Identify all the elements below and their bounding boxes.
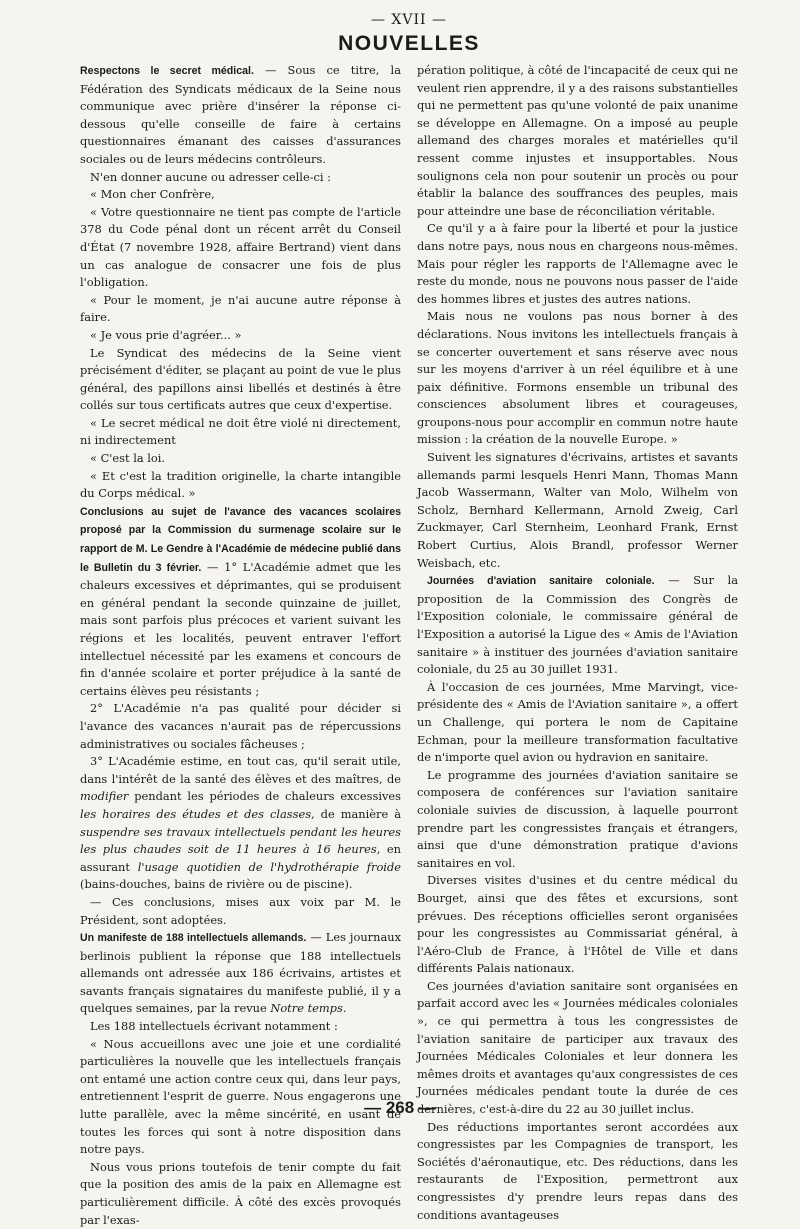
paragraph-text: — 1° L'Académie admet que les chaleurs excessives et déprimantes, qui se produisent en général pendant la seconde quinzaine de juillet, mais sont parfois plus précoces et varient suivant les régions et les localités, peuvent entraver l'effort intellectuel nécessité par les examens et concours de fin d'année scolaire et porter préjudice à la santé de certains élèves peu résistants ;: [80, 559, 401, 698]
paragraph: Le Syndicat des médecins de la Seine vient précisément d'éditer, se plaçant au point de vue le plus général, des papillons ainsi libellés et destinés à être collés sur tous certificats autres que ceux d'expertise.: [80, 345, 401, 413]
text-run: , en assurant: [80, 842, 401, 874]
paragraph: N'en donner aucune ou adresser celle-ci :: [90, 169, 332, 184]
paragraph: 2° L'Académie n'a pas qualité pour décider si l'avance des vacances n'aurait pas de répercussions administratives ou sociales fâcheuses ;: [80, 701, 401, 751]
paragraph: À l'occasion de ces journées, Mme Marvingt, vice-présidente des « Amis de l'Aviation sanitaire », a offert un Challenge, qui portera le nom de Capitaine Echman, pour la meilleure transformation facultative de n'importe quel avion ou hydravion en sanitaire.: [417, 679, 738, 765]
paragraph: « Je vous prie d'agréer... »: [90, 327, 242, 342]
text-run: pendant les périodes de chaleurs excessives: [128, 789, 401, 804]
right-column: [417, 62, 738, 1222]
page-title: NOUVELLES: [338, 32, 480, 55]
paragraph: — Ces conclusions, mises aux voix par M. le Président, sont adoptées.: [80, 894, 401, 927]
paragraph: [80, 753, 401, 894]
page-number: — 268 —: [364, 1098, 436, 1117]
paragraph: « Nous accueillons avec une joie et une cordialité particulières la nouvelle que les intellectuels français ont entamé une action contre ceux qui, dans leur pays, entretiennent l'esprit de guerre. Nous engagerons une lutte parallèle, avec la même sincérité, en usant de toutes les forces qui sont à notre disposition dans notre pays.: [80, 1036, 401, 1157]
italic-run: l'usage quotidien de l'hydrothérapie froide: [137, 859, 401, 874]
paragraph: Mais nous ne voulons pas nous borner à des déclarations. Nous invitons les intellectuels français à se concerter ouvertement et sans réserve avec nous sur les moyens d'arriver à un réel équilibre et à une paix définitive. Formons ensemble un tribunal des consciences absolument libres et courageuses, groupons-nous pour accomplir en commun notre haute mission : la création de la nouvelle Europe. »: [417, 309, 738, 447]
paragraph: pération politique, à côté de l'incapacité de ceux qui ne veulent rien apprendre, il y a des raisons substantielles qui ne permettent pas qu'une volonté de paix unanime se développe en Allemagne. On a imposé au peuple allemand des charges morales et matérielles qu'il ressent comme injustes et insupportables. Nous soulignons cela non pour soutenir un procès ou pour établir la balance des souffrances des peuples, mais pour atteindre une base de réconciliation véritable.: [417, 63, 738, 218]
article-heading: Conclusions au sujet de l'avance des vacances scolaires proposé par la Commission du surmenage scolaire sur le rapport de M. Le Gendre à l'Académie de médecine publié dans le Bulletin du 3 février.: [80, 505, 401, 574]
paragraph: Les 188 intellectuels écrivant notamment :: [90, 1019, 338, 1034]
section-folio: — XVII —: [370, 12, 448, 28]
text-run: , de manière à: [311, 806, 401, 821]
paragraph: « Pour le moment, je n'ai aucune autre réponse à faire.: [80, 292, 401, 325]
article-secret-medical: [80, 62, 401, 169]
article-heading: Journées d'aviation sanitaire coloniale.: [427, 575, 655, 588]
article-heading: Respectons le secret médical.: [80, 65, 254, 77]
paragraph: Diverses visites d'usines et du centre médical du Bourget, ainsi que des fêtes et excursions, sont prévues. Des réceptions officielles seront organisées pour les congressistes au Commissariat général, à l'Aéro-Club de France, à l'Hôtel de Ville et dans différents Palais nationaux.: [417, 873, 738, 976]
paragraph: « Le secret médical ne doit être violé ni directement, ni indirectement: [80, 415, 401, 448]
italic-run: les horaires des études et des classes: [80, 806, 312, 821]
paragraph: Ce qu'il y a à faire pour la liberté et pour la justice dans notre pays, nous nous en chargeons nous-mêmes. Mais pour régler les rapports de l'Allemagne avec le reste du monde, nous ne pouvons nous passer de l'aide des hommes libres et justes des autres nations.: [417, 221, 738, 306]
text-run: — Les journaux berlinois publient la réponse que 188 intellectuels allemands ont adressée aux 186 écrivains, artistes et savants français signataires du manifeste publié, il y a quelques semaines, par la revue: [80, 930, 401, 1016]
paragraph: Le programme des journées d'aviation sanitaire se composera de conférences sur l'aviation sanitaire coloniale suivies de discussion, à laquelle pourront prendre part les congressistes français et étrangers, ainsi que d'une démonstration pratique d'avions sanitaires en vol.: [417, 767, 738, 870]
italic-run: modifier: [80, 789, 129, 804]
text-run: 3° L'Académie estime, en tout cas, qu'il serait utile, dans l'intérêt de la santé des élèves et des maîtres, de: [80, 754, 401, 786]
paragraph: Des réductions importantes seront accordées aux congressistes par les Compagnies de transport, les Sociétés d'aéronautique, etc. Des réductions, dans les restaurants de l'Exposition, permettront aux congressistes d'y prendre leurs repas dans des conditions avantageuses: [417, 1119, 738, 1222]
article-vacances-scolaires: [80, 503, 401, 701]
paragraph-text: — Sur la proposition de la Commission des Congrès de l'Exposition coloniale, le commissaire général de l'Exposition a autorisé la Ligue des « Amis de l'Aviation sanitaire » à instituer des journées d'aviation sanitaire coloniale, du 25 au 30 juillet 1931.: [417, 573, 738, 677]
paragraph: Suivent les signatures d'écrivains, artistes et savants allemands parmi lesquels Henri Mann, Thomas Mann Jacob Wassermann, Walter van Molo, Wilhelm von Scholz, Bernhard Kellermann, Arnold Zweig, Carl Zuckmayer, Carl Sternheim, Leonhard Frank, Ernst Robert Curtius, Alois Brandl, professor Werner Weisbach, etc.: [417, 450, 738, 570]
paragraph: Nous vous prions toutefois de tenir compte du fait que la position des amis de la paix en Allemagne est particulièrement difficile. À côté des excès provoqués par l'exas-: [80, 1159, 401, 1227]
paragraph: « C'est la loi.: [90, 451, 166, 466]
text-run: (bains-douches, bains de rivière ou de piscine).: [80, 877, 353, 892]
paragraph: Ces journées d'aviation sanitaire sont organisées en parfait accord avec les « Journées médicales coloniales », ce qui permettra à tous les congressistes de l'aviation sanitaire de participer aux travaux des Journées Médicales Coloniales et leur donnera les mêmes droits et avantages qu'aux congressistes de ces Journées médicales pendant toute la durée de ces dernières, c'est-à-dire du 22 au 30 juillet inclus.: [417, 978, 738, 1117]
paragraph: « Mon cher Confrère,: [90, 187, 215, 202]
article-heading: Un manifeste de 188 intellectuels allemands.: [80, 932, 307, 945]
italic-run: suspendre ses travaux intellectuels pendant les heures les plus chaudes soit de 11 heures à 16 heures: [80, 824, 401, 857]
paragraph-text: — Sous ce titre, la Fédération des Syndicats médicaux de la Seine nous communique avec prière d'insérer la réponse ci-dessous qu'elle conseille de faire à certains questionnaires émanant des caisses d'assurances sociales ou de leurs médecins contrôleurs.: [80, 63, 401, 166]
text-run: .: [342, 1001, 347, 1016]
paragraph: « Et c'est la tradition originelle, la charte intangible du Corps médical. »: [80, 468, 401, 501]
article-aviation-sanitaire: [417, 572, 738, 679]
article-manifeste: [80, 929, 401, 1018]
italic-run: Notre temps: [270, 1001, 343, 1016]
paragraph: « Votre questionnaire ne tient pas compte de l'article 378 du Code pénal dont un récent arrêt du Conseil d'État (7 novembre 1928, affaire Bertrand) vient dans un cas analogue de consacrer une fois de plus l'obligation.: [80, 204, 401, 290]
